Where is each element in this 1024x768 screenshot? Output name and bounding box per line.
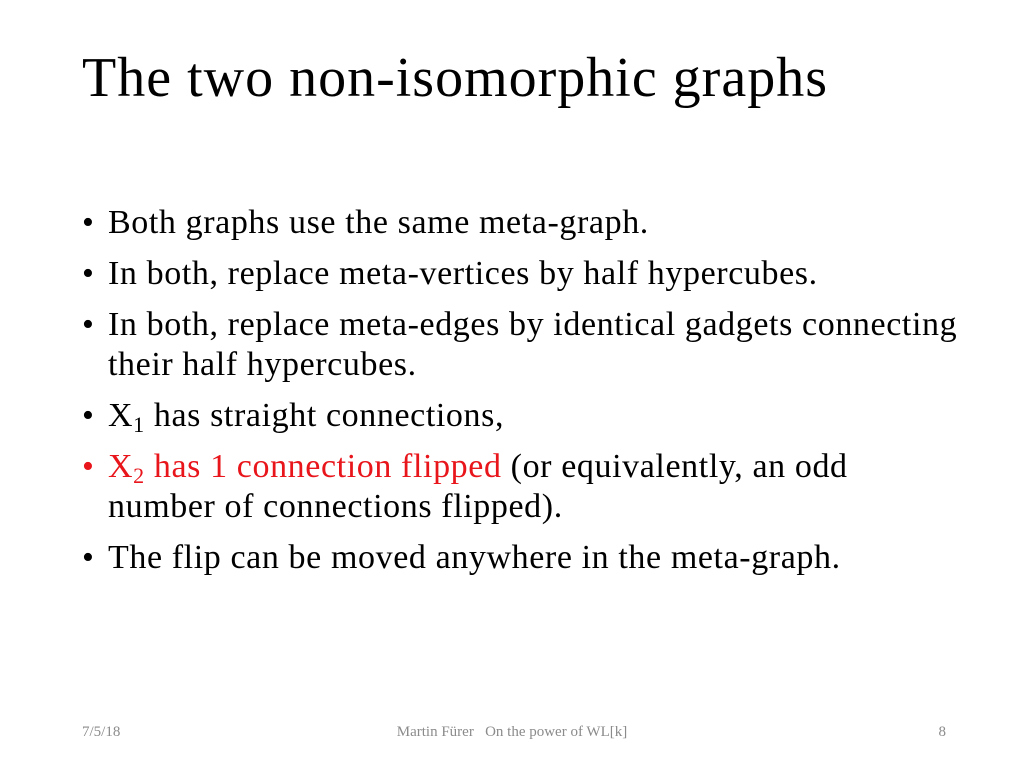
bullet-icon: • (82, 306, 95, 343)
bullet-text: In both, replace meta-vertices by half hypercubes. (108, 255, 818, 292)
bullet-text: (or equivalently, an odd number of connections flipped). (108, 448, 848, 525)
bullet-text: Both graphs use the same meta-graph. (108, 204, 649, 241)
bullet-list (82, 203, 962, 589)
footer-title: Martin Fürer On the power of WL[k] (396, 724, 628, 740)
bullet-icon: • (82, 539, 95, 576)
bullet-item (82, 538, 962, 578)
bullet-item (82, 254, 962, 294)
bullet-text: has straight connections, (144, 397, 505, 434)
footer-page-number: 8 (938, 724, 946, 740)
bullet-item (82, 447, 962, 527)
bullet-icon: • (82, 448, 95, 485)
variable-name: X (108, 448, 134, 485)
footer-date: 7/5/18 (82, 724, 121, 740)
variable-subscript: 2 (133, 463, 145, 488)
slide-title: The two non-isomorphic graphs (82, 47, 828, 109)
bullet-item (82, 305, 962, 385)
bullet-item (82, 203, 962, 243)
variable-name: X (108, 397, 134, 434)
bullet-text: In both, replace meta-edges by identical gadgets connecting their half hypercubes. (108, 306, 958, 383)
bullet-item (82, 396, 962, 436)
bullet-icon: • (82, 255, 95, 292)
bullet-icon: • (82, 204, 95, 241)
highlighted-text: has 1 connection flipped (144, 448, 502, 485)
variable-subscript: 1 (133, 412, 145, 437)
bullet-icon: • (82, 397, 95, 434)
bullet-text: The flip can be moved anywhere in the meta-graph. (108, 539, 841, 576)
